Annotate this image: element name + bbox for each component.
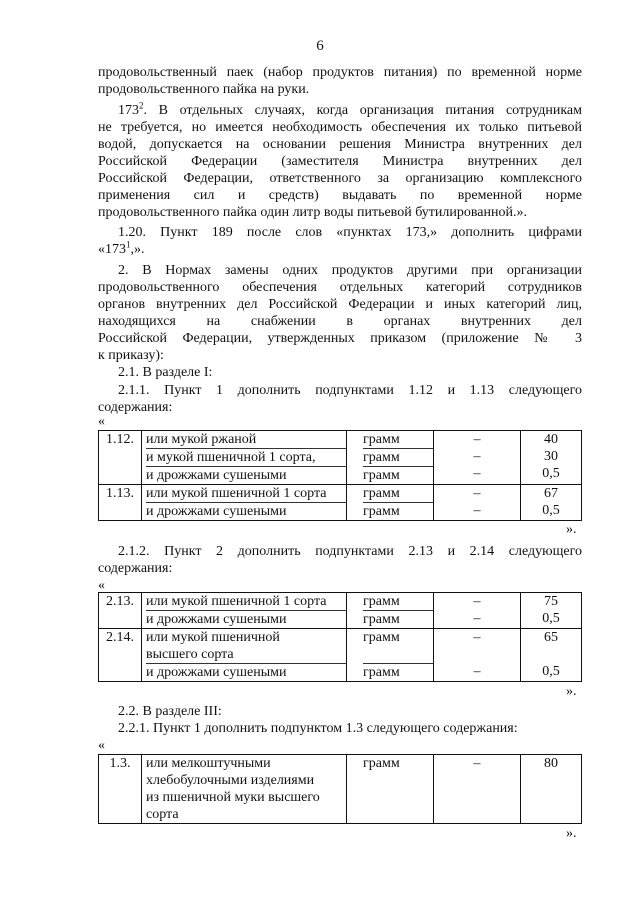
unit: грамм [363,612,400,627]
unit-cell [347,755,434,824]
row-number: 1.3. [99,755,142,824]
row-number: 1.12. [99,431,142,485]
product-line: или мелкоштучными [146,756,271,771]
text-fragment: «173 [98,242,126,257]
text-line: продовольственный паек (набор продуктов питания) по временной норме [98,65,582,80]
table-row [99,593,582,629]
text-line: к приказу): [98,348,164,363]
text-line: 2.1. В разделе I: [118,365,213,380]
text-fragment: ,». [130,242,145,257]
unit-cell [347,485,434,521]
product-line: сорта [146,807,179,822]
product-line: или мукой пшеничной 1 сорта [146,485,346,503]
dash: – [473,503,481,518]
text-line: 2.2.1. Пункт 1 дополнить подпунктом 1.3 следующего содержания: [118,721,518,736]
value: 0,5 [542,611,560,626]
dash [434,646,520,663]
text-line: продовольственного обеспечения отдельных категорий сотрудников [98,280,582,295]
value: 80 [544,756,558,771]
quote-open: « [98,578,105,593]
row-number: 1.13. [99,485,142,521]
paragraph-173-2-first-line [118,102,582,119]
dash: – [473,449,481,464]
value [521,646,581,663]
text-line: Российской Федерации (заместителя Министра внутренних дел [98,154,582,169]
dash: – [473,594,481,609]
dash-cell [434,485,521,521]
item-number: 173 [118,103,139,118]
text-line: продовольственного пайка один литр воды питьевой бутилированной.». [98,205,527,220]
unit-cell [347,431,434,485]
product-line: или мукой пшеничной [146,630,280,645]
value-cell [521,593,582,629]
dash: – [473,486,481,501]
text-line: содержания: [98,561,173,576]
value: 67 [544,486,558,501]
value-cell [521,755,582,824]
text-line: органов внутренних дел Российской Федерации и иных категорий лиц, [98,297,582,312]
value: 30 [544,449,558,464]
unit: грамм [363,485,433,503]
text-line: не требуется, но имеется необходимость обеспечения их только питьевой [98,120,582,135]
product-line: высшего сорта [146,646,346,664]
unit-cell [347,593,434,629]
table-section-2 [98,592,582,682]
dash-cell [434,629,521,682]
table-row [99,431,582,485]
superscript: 2 [139,100,144,111]
text-line: 2.2. В разделе III: [118,704,222,719]
dash: – [473,611,481,626]
text-fragment: . В отдельных случаях, когда организация питания сотрудникам [143,103,582,118]
dash-cell [434,431,521,485]
table-row [99,485,582,521]
quote-close: ». [566,684,577,699]
text-line: водой, допускается на основании решения Министра внутренних дел [98,137,582,152]
unit: грамм [363,449,433,467]
dash-cell [434,593,521,629]
unit: грамм [363,431,433,449]
page-number: 6 [316,38,324,54]
product-cell [142,755,347,824]
dash: – [473,756,481,771]
unit: грамм [363,665,400,680]
product-cell [142,629,347,682]
row-number: 2.13. [99,593,142,629]
dash: – [473,432,481,447]
text-line: 2. В Нормах замены одних продуктов другими при организации [118,263,582,278]
product-cell [142,431,347,485]
unit-cell [347,629,434,682]
superscript: 1 [126,239,131,250]
quote-close: ». [566,522,577,537]
product-line: или мукой ржаной [146,431,346,449]
table-section-1 [98,430,582,521]
quote-open: « [98,738,105,753]
value-cell [521,485,582,521]
unit: грамм [363,593,433,611]
value-cell [521,629,582,682]
text-line: 2.1.2. Пункт 2 дополнить подпунктами 2.13 и 2.14 следующего [118,544,582,559]
text-line: Российской Федерации, ответственного за организацию комплексного [98,171,582,186]
value: 40 [544,432,558,447]
product-line: и дрожжами сушеными [146,665,287,680]
table-row [99,629,582,682]
product-line: или мукой пшеничной 1 сорта [146,593,346,611]
product-line: и дрожжами сушеными [146,612,287,627]
value: 65 [544,630,558,645]
value: 75 [544,594,558,609]
value: 0,5 [542,664,560,679]
text-line: находящихся на снабжении в органах внутренних дел [98,314,582,329]
table-row [99,755,582,824]
text-line: продовольственного пайка на руки. [98,82,310,97]
table-section-3 [98,754,582,824]
product-cell [142,593,347,629]
dash-cell [434,755,521,824]
product-line: хлебобулочными изделиями [146,773,315,788]
product-line: и дрожжами сушеными [146,504,287,519]
unit: грамм [363,630,400,645]
row-number: 2.14. [99,629,142,682]
text-line: содержания: [98,400,173,415]
value-cell [521,431,582,485]
product-line: и мукой пшеничной 1 сорта, [146,449,346,467]
text-line: Российской Федерации, утвержденных приказом (приложение № 3 [98,331,582,346]
text-line [98,241,582,258]
quote-close: ». [566,826,577,841]
text-line: 2.1.1. Пункт 1 дополнить подпунктами 1.12 и 1.13 следующего [118,383,582,398]
text-line: 1.20. Пункт 189 после слов «пунктах 173,» дополнить цифрами [118,225,582,240]
product-cell [142,485,347,521]
dash: – [473,466,481,481]
product-line: и дрожжами сушеными [146,468,287,483]
unit: грамм [363,756,400,771]
unit [363,646,433,664]
value: 0,5 [542,466,560,481]
quote-open: « [98,414,105,429]
text-line: применения сил и средств) выдавать по временной норме [98,188,582,203]
value: 0,5 [542,503,560,518]
product-line: из пшеничной муки высшего [146,790,320,805]
dash: – [473,664,481,679]
dash: – [473,630,481,645]
unit: грамм [363,504,400,519]
unit: грамм [363,468,400,483]
